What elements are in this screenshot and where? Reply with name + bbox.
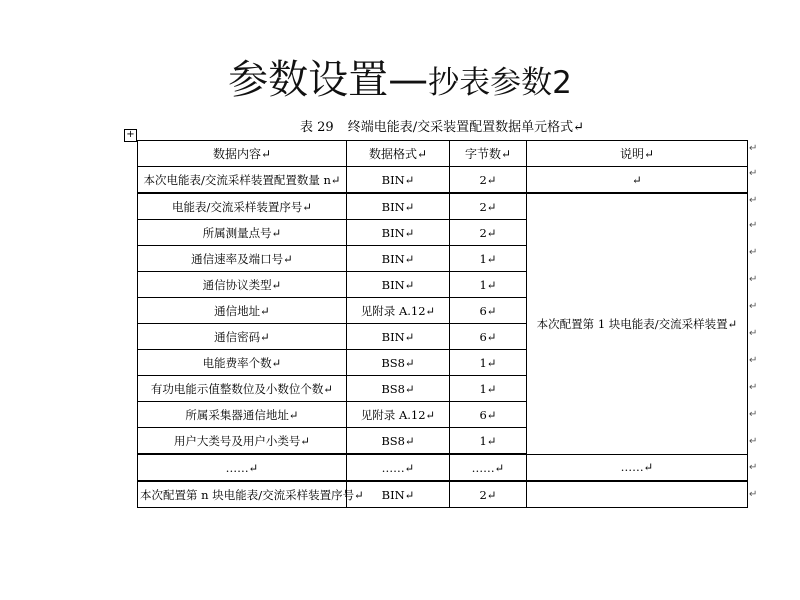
table-header-row [138,141,748,167]
cell-format: BIN↵ [347,481,450,508]
cell-content: 本次配置第 n 块电能表/交流采样装置序号↵ [138,481,347,508]
cell-bytes: 2↵ [450,481,527,508]
slide-title-main: 参数设置 [228,57,389,103]
cell-content: 所属测量点号↵ [138,220,347,246]
cell-bytes: 2↵ [450,220,527,246]
cell-bytes: 1↵ [450,272,527,298]
cell-format: ……↵ [347,454,450,481]
header-cell-content: 数据内容↵ [138,141,347,167]
config-data-table [137,140,748,508]
table-caption [300,116,584,135]
row-end-marks [749,140,761,500]
table-body [138,141,748,508]
cell-content: 通信地址↵ [138,298,347,324]
table-viewport [137,140,749,502]
row-end-mark: ↵ [749,301,758,312]
cell-format: BS8↵ [347,350,450,376]
row-end-mark: ↵ [749,436,758,447]
row-end-mark: ↵ [749,247,758,258]
header-cell-format: 数据格式↵ [347,141,450,167]
table-move-handle-icon[interactable]: + [124,129,137,142]
cell-format: BIN↵ [347,220,450,246]
slide-title-subtitle: 抄表参数2 [428,65,572,101]
cell-note: ↵ [527,167,748,194]
cell-bytes: 1↵ [450,376,527,402]
row-end-mark: ↵ [749,195,758,206]
cell-content: 本次电能表/交流采样装置配置数量 n↵ [138,167,347,194]
cell-content: 通信速率及端口号↵ [138,246,347,272]
row-end-mark: ↵ [749,274,758,285]
row-end-mark: ↵ [749,382,758,393]
table-row-count [138,167,748,194]
cell-format: 见附录 A.12↵ [347,298,450,324]
cell-format: BIN↵ [347,246,450,272]
table-caption-text: 终端电能表/交采装置配置数据单元格式↵ [347,120,584,135]
cell-bytes: 1↵ [450,350,527,376]
cell-content: 电能表/交流采样装置序号↵ [138,193,347,220]
row-end-mark: ↵ [749,489,758,500]
table-row-ellipsis [138,454,748,481]
cell-content: 所属采集器通信地址↵ [138,402,347,428]
cell-note [527,481,748,508]
cell-bytes: 6↵ [450,402,527,428]
slide-title [0,48,800,105]
cell-content: 通信密码↵ [138,324,347,350]
cell-content: 通信协议类型↵ [138,272,347,298]
cell-group-note: 本次配置第 1 块电能表/交流采样装置↵ [527,193,748,454]
cell-bytes: 2↵ [450,167,527,194]
cell-format: 见附录 A.12↵ [347,402,450,428]
table-row [138,193,748,220]
table-caption-number: 表 29 [300,120,334,135]
cell-bytes: 1↵ [450,246,527,272]
cell-content: 有功电能示值整数位及小数位个数↵ [138,376,347,402]
table-row-cut [138,481,748,508]
row-end-mark: ↵ [749,143,758,154]
cell-content: ……↵ [138,454,347,481]
cell-content: 电能费率个数↵ [138,350,347,376]
row-end-mark: ↵ [749,409,758,420]
cell-content: 用户大类号及用户小类号↵ [138,428,347,455]
cell-format: BIN↵ [347,324,450,350]
cell-format: BS8↵ [347,376,450,402]
header-cell-bytes: 字节数↵ [450,141,527,167]
row-end-mark: ↵ [749,168,758,179]
cell-note: ……↵ [527,454,748,481]
header-cell-note: 说明↵ [527,141,748,167]
cell-format: BS8↵ [347,428,450,455]
row-end-mark: ↵ [749,328,758,339]
cell-bytes: 2↵ [450,193,527,220]
row-end-mark: ↵ [749,220,758,231]
cell-format: BIN↵ [347,272,450,298]
row-end-mark: ↵ [749,355,758,366]
cell-bytes: 6↵ [450,298,527,324]
row-end-mark: ↵ [749,462,758,473]
cell-bytes: 6↵ [450,324,527,350]
cell-bytes: 1↵ [450,428,527,455]
cell-format: BIN↵ [347,193,450,220]
cell-format: BIN↵ [347,167,450,194]
slide-title-separator: — [388,57,429,103]
cell-bytes: ……↵ [450,454,527,481]
